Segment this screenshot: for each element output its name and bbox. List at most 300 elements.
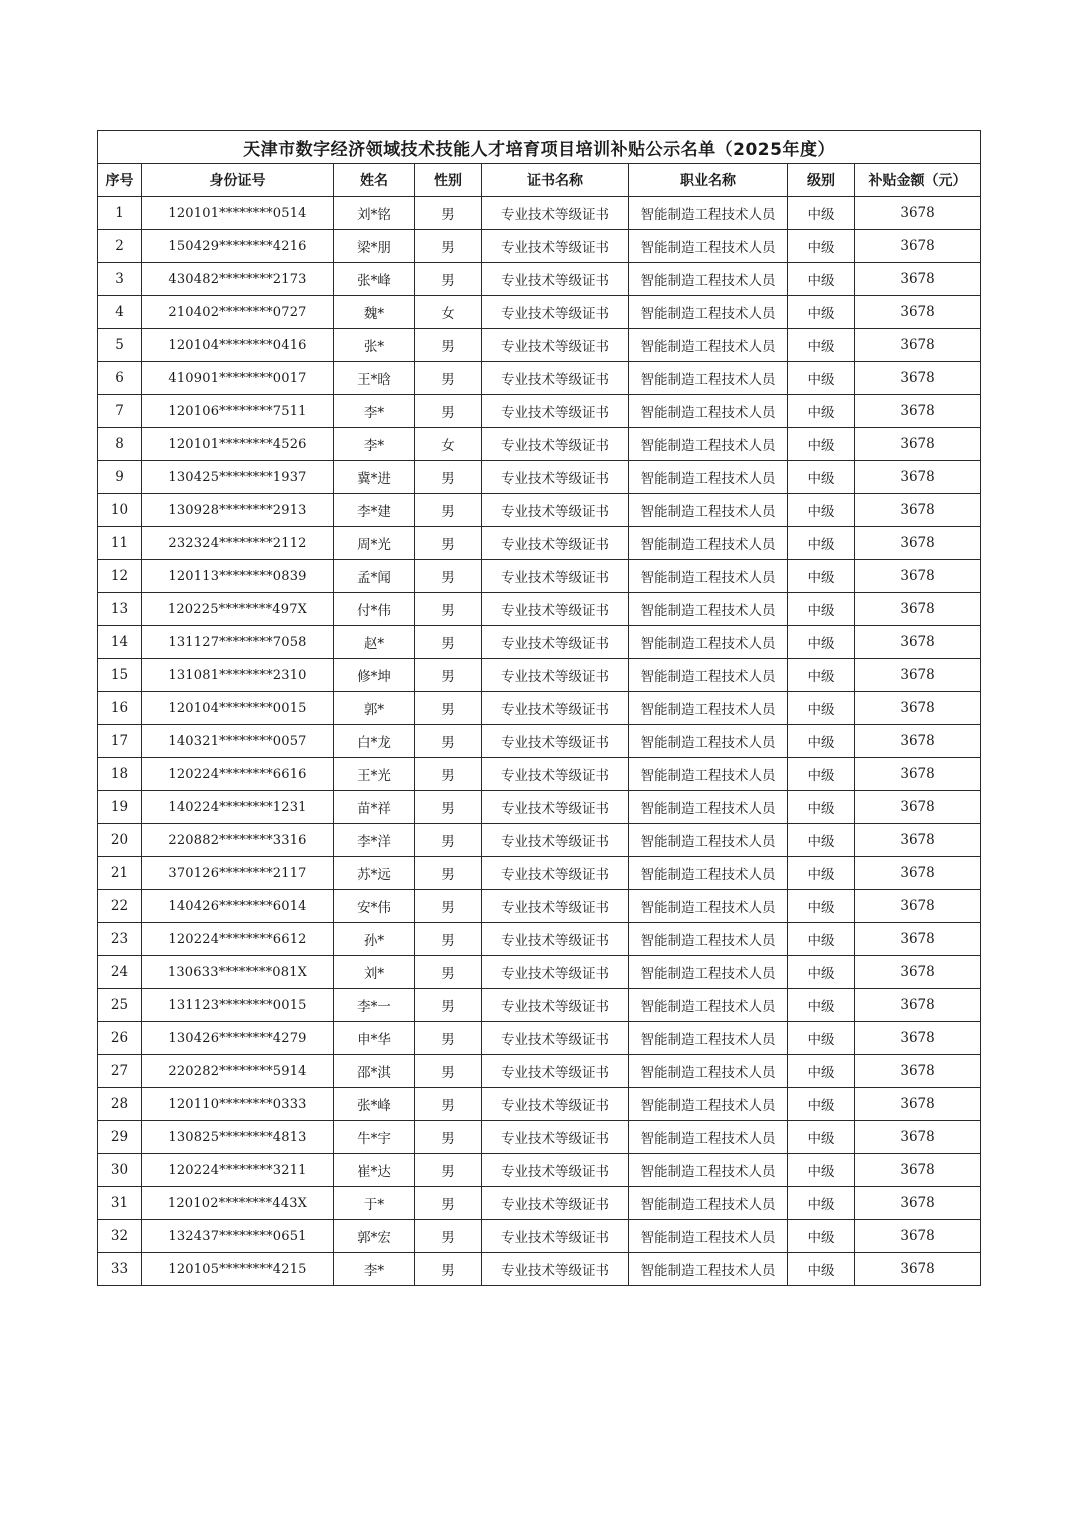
cell-name: 冀*进	[334, 461, 415, 494]
cell-level: 中级	[788, 494, 855, 527]
cell-id-number: 210402********0727	[142, 296, 334, 329]
cell-id-number: 120113********0839	[142, 560, 334, 593]
cell-occupation: 智能制造工程技术人员	[629, 362, 788, 395]
cell-no: 8	[98, 428, 142, 461]
cell-certificate: 专业技术等级证书	[482, 329, 629, 362]
cell-level: 中级	[788, 1220, 855, 1253]
cell-gender: 男	[415, 494, 482, 527]
cell-level: 中级	[788, 758, 855, 791]
cell-amount: 3678	[855, 428, 981, 461]
cell-amount: 3678	[855, 989, 981, 1022]
cell-level: 中级	[788, 230, 855, 263]
cell-name: 于*	[334, 1187, 415, 1220]
cell-occupation: 智能制造工程技术人员	[629, 263, 788, 296]
cell-name: 苏*远	[334, 857, 415, 890]
cell-amount: 3678	[855, 329, 981, 362]
cell-level: 中级	[788, 626, 855, 659]
cell-name: 崔*达	[334, 1154, 415, 1187]
cell-name: 郭*宏	[334, 1220, 415, 1253]
cell-gender: 男	[415, 1154, 482, 1187]
cell-certificate: 专业技术等级证书	[482, 890, 629, 923]
cell-occupation: 智能制造工程技术人员	[629, 791, 788, 824]
cell-gender: 男	[415, 362, 482, 395]
table-row	[98, 626, 981, 659]
cell-gender: 男	[415, 791, 482, 824]
cell-gender: 男	[415, 626, 482, 659]
cell-no: 19	[98, 791, 142, 824]
cell-occupation: 智能制造工程技术人员	[629, 230, 788, 263]
cell-occupation: 智能制造工程技术人员	[629, 1187, 788, 1220]
cell-id-number: 220882********3316	[142, 824, 334, 857]
cell-certificate: 专业技术等级证书	[482, 263, 629, 296]
cell-level: 中级	[788, 725, 855, 758]
cell-occupation: 智能制造工程技术人员	[629, 1121, 788, 1154]
cell-occupation: 智能制造工程技术人员	[629, 296, 788, 329]
cell-id-number: 120104********0015	[142, 692, 334, 725]
cell-id-number: 370126********2117	[142, 857, 334, 890]
table-row	[98, 1154, 981, 1187]
cell-name: 付*伟	[334, 593, 415, 626]
cell-level: 中级	[788, 263, 855, 296]
cell-certificate: 专业技术等级证书	[482, 1220, 629, 1253]
cell-occupation: 智能制造工程技术人员	[629, 824, 788, 857]
cell-id-number: 120102********443X	[142, 1187, 334, 1220]
cell-no: 10	[98, 494, 142, 527]
cell-no: 32	[98, 1220, 142, 1253]
cell-certificate: 专业技术等级证书	[482, 1088, 629, 1121]
cell-amount: 3678	[855, 923, 981, 956]
cell-name: 王*光	[334, 758, 415, 791]
cell-occupation: 智能制造工程技术人员	[629, 626, 788, 659]
cell-amount: 3678	[855, 1220, 981, 1253]
cell-certificate: 专业技术等级证书	[482, 923, 629, 956]
table-row	[98, 890, 981, 923]
table-row	[98, 428, 981, 461]
cell-level: 中级	[788, 362, 855, 395]
header-row	[98, 164, 981, 197]
cell-amount: 3678	[855, 461, 981, 494]
cell-no: 9	[98, 461, 142, 494]
cell-amount: 3678	[855, 890, 981, 923]
table-row	[98, 593, 981, 626]
table-row	[98, 989, 981, 1022]
cell-name: 孙*	[334, 923, 415, 956]
cell-no: 21	[98, 857, 142, 890]
cell-gender: 男	[415, 395, 482, 428]
cell-name: 刘*铭	[334, 197, 415, 230]
cell-no: 1	[98, 197, 142, 230]
cell-amount: 3678	[855, 494, 981, 527]
table-row	[98, 1088, 981, 1121]
cell-no: 22	[98, 890, 142, 923]
cell-name: 李*洋	[334, 824, 415, 857]
cell-name: 郭*	[334, 692, 415, 725]
cell-gender: 男	[415, 857, 482, 890]
cell-occupation: 智能制造工程技术人员	[629, 1154, 788, 1187]
cell-occupation: 智能制造工程技术人员	[629, 692, 788, 725]
cell-occupation: 智能制造工程技术人员	[629, 428, 788, 461]
cell-id-number: 140321********0057	[142, 725, 334, 758]
cell-name: 张*峰	[334, 263, 415, 296]
cell-certificate: 专业技术等级证书	[482, 1055, 629, 1088]
cell-no: 2	[98, 230, 142, 263]
cell-occupation: 智能制造工程技术人员	[629, 857, 788, 890]
cell-id-number: 120224********6612	[142, 923, 334, 956]
cell-name: 白*龙	[334, 725, 415, 758]
header-certificate: 证书名称	[482, 164, 629, 197]
cell-occupation: 智能制造工程技术人员	[629, 395, 788, 428]
cell-no: 5	[98, 329, 142, 362]
cell-no: 12	[98, 560, 142, 593]
cell-gender: 男	[415, 725, 482, 758]
cell-occupation: 智能制造工程技术人员	[629, 923, 788, 956]
subsidy-table	[97, 130, 981, 1286]
cell-occupation: 智能制造工程技术人员	[629, 956, 788, 989]
table-row	[98, 956, 981, 989]
cell-name: 牛*宇	[334, 1121, 415, 1154]
cell-gender: 男	[415, 659, 482, 692]
cell-level: 中级	[788, 593, 855, 626]
cell-level: 中级	[788, 659, 855, 692]
header-occupation: 职业名称	[629, 164, 788, 197]
cell-id-number: 140224********1231	[142, 791, 334, 824]
cell-amount: 3678	[855, 725, 981, 758]
cell-amount: 3678	[855, 560, 981, 593]
cell-amount: 3678	[855, 758, 981, 791]
cell-occupation: 智能制造工程技术人员	[629, 758, 788, 791]
cell-certificate: 专业技术等级证书	[482, 494, 629, 527]
table-row	[98, 329, 981, 362]
table-row	[98, 263, 981, 296]
cell-amount: 3678	[855, 1121, 981, 1154]
cell-certificate: 专业技术等级证书	[482, 725, 629, 758]
cell-gender: 男	[415, 263, 482, 296]
cell-level: 中级	[788, 395, 855, 428]
cell-occupation: 智能制造工程技术人员	[629, 1088, 788, 1121]
table-row	[98, 923, 981, 956]
header-no: 序号	[98, 164, 142, 197]
cell-name: 孟*闻	[334, 560, 415, 593]
cell-amount: 3678	[855, 857, 981, 890]
cell-gender: 男	[415, 1055, 482, 1088]
cell-amount: 3678	[855, 197, 981, 230]
table-row	[98, 560, 981, 593]
cell-id-number: 130425********1937	[142, 461, 334, 494]
cell-level: 中级	[788, 791, 855, 824]
cell-no: 18	[98, 758, 142, 791]
cell-gender: 男	[415, 1220, 482, 1253]
cell-id-number: 132437********0651	[142, 1220, 334, 1253]
cell-gender: 男	[415, 890, 482, 923]
cell-name: 李*	[334, 395, 415, 428]
table-row	[98, 296, 981, 329]
cell-id-number: 131123********0015	[142, 989, 334, 1022]
table-row	[98, 1187, 981, 1220]
cell-id-number: 430482********2173	[142, 263, 334, 296]
cell-id-number: 130633********081X	[142, 956, 334, 989]
cell-certificate: 专业技术等级证书	[482, 758, 629, 791]
cell-amount: 3678	[855, 692, 981, 725]
cell-no: 20	[98, 824, 142, 857]
cell-gender: 男	[415, 230, 482, 263]
cell-no: 26	[98, 1022, 142, 1055]
cell-gender: 男	[415, 593, 482, 626]
cell-id-number: 120105********4215	[142, 1253, 334, 1286]
cell-name: 申*华	[334, 1022, 415, 1055]
cell-amount: 3678	[855, 1154, 981, 1187]
cell-certificate: 专业技术等级证书	[482, 1121, 629, 1154]
cell-level: 中级	[788, 329, 855, 362]
cell-gender: 男	[415, 923, 482, 956]
cell-amount: 3678	[855, 956, 981, 989]
cell-id-number: 131081********2310	[142, 659, 334, 692]
table-row	[98, 791, 981, 824]
cell-id-number: 220282********5914	[142, 1055, 334, 1088]
cell-gender: 男	[415, 1121, 482, 1154]
cell-id-number: 120104********0416	[142, 329, 334, 362]
cell-level: 中级	[788, 923, 855, 956]
cell-level: 中级	[788, 197, 855, 230]
cell-amount: 3678	[855, 1253, 981, 1286]
cell-occupation: 智能制造工程技术人员	[629, 890, 788, 923]
cell-certificate: 专业技术等级证书	[482, 626, 629, 659]
cell-gender: 男	[415, 1022, 482, 1055]
cell-certificate: 专业技术等级证书	[482, 1022, 629, 1055]
table-row	[98, 395, 981, 428]
cell-level: 中级	[788, 1022, 855, 1055]
cell-name: 魏*	[334, 296, 415, 329]
cell-gender: 男	[415, 527, 482, 560]
title-row	[98, 131, 981, 164]
cell-gender: 男	[415, 956, 482, 989]
cell-id-number: 120110********0333	[142, 1088, 334, 1121]
cell-certificate: 专业技术等级证书	[482, 791, 629, 824]
cell-amount: 3678	[855, 362, 981, 395]
cell-level: 中级	[788, 989, 855, 1022]
cell-no: 33	[98, 1253, 142, 1286]
table-row	[98, 197, 981, 230]
table-row	[98, 857, 981, 890]
cell-level: 中级	[788, 1121, 855, 1154]
cell-gender: 男	[415, 1088, 482, 1121]
cell-level: 中级	[788, 956, 855, 989]
cell-occupation: 智能制造工程技术人员	[629, 725, 788, 758]
cell-level: 中级	[788, 824, 855, 857]
cell-no: 24	[98, 956, 142, 989]
cell-amount: 3678	[855, 1022, 981, 1055]
table-row	[98, 1220, 981, 1253]
cell-id-number: 130825********4813	[142, 1121, 334, 1154]
table-row	[98, 1253, 981, 1286]
cell-occupation: 智能制造工程技术人员	[629, 989, 788, 1022]
cell-level: 中级	[788, 692, 855, 725]
document-page	[97, 130, 980, 1286]
cell-id-number: 120224********3211	[142, 1154, 334, 1187]
cell-occupation: 智能制造工程技术人员	[629, 527, 788, 560]
cell-name: 安*伟	[334, 890, 415, 923]
cell-no: 7	[98, 395, 142, 428]
cell-id-number: 410901********0017	[142, 362, 334, 395]
cell-certificate: 专业技术等级证书	[482, 593, 629, 626]
cell-amount: 3678	[855, 230, 981, 263]
cell-certificate: 专业技术等级证书	[482, 857, 629, 890]
cell-gender: 男	[415, 1187, 482, 1220]
cell-amount: 3678	[855, 1187, 981, 1220]
cell-occupation: 智能制造工程技术人员	[629, 1253, 788, 1286]
cell-no: 13	[98, 593, 142, 626]
cell-gender: 男	[415, 560, 482, 593]
cell-id-number: 130928********2913	[142, 494, 334, 527]
table-row	[98, 659, 981, 692]
cell-no: 4	[98, 296, 142, 329]
cell-amount: 3678	[855, 791, 981, 824]
table-row	[98, 230, 981, 263]
cell-gender: 男	[415, 758, 482, 791]
cell-amount: 3678	[855, 1088, 981, 1121]
cell-occupation: 智能制造工程技术人员	[629, 1220, 788, 1253]
cell-certificate: 专业技术等级证书	[482, 692, 629, 725]
table-row	[98, 725, 981, 758]
cell-certificate: 专业技术等级证书	[482, 395, 629, 428]
cell-certificate: 专业技术等级证书	[482, 824, 629, 857]
cell-certificate: 专业技术等级证书	[482, 461, 629, 494]
cell-occupation: 智能制造工程技术人员	[629, 197, 788, 230]
cell-no: 6	[98, 362, 142, 395]
table-row	[98, 494, 981, 527]
cell-amount: 3678	[855, 593, 981, 626]
cell-no: 17	[98, 725, 142, 758]
cell-no: 30	[98, 1154, 142, 1187]
cell-no: 14	[98, 626, 142, 659]
cell-certificate: 专业技术等级证书	[482, 296, 629, 329]
cell-id-number: 232324********2112	[142, 527, 334, 560]
cell-certificate: 专业技术等级证书	[482, 956, 629, 989]
cell-name: 李*	[334, 1253, 415, 1286]
table-row	[98, 824, 981, 857]
cell-id-number: 150429********4216	[142, 230, 334, 263]
table-row	[98, 758, 981, 791]
cell-no: 31	[98, 1187, 142, 1220]
cell-no: 27	[98, 1055, 142, 1088]
cell-gender: 男	[415, 692, 482, 725]
cell-amount: 3678	[855, 395, 981, 428]
cell-gender: 男	[415, 461, 482, 494]
cell-name: 张*	[334, 329, 415, 362]
cell-gender: 男	[415, 197, 482, 230]
table-row	[98, 1055, 981, 1088]
cell-occupation: 智能制造工程技术人员	[629, 494, 788, 527]
cell-amount: 3678	[855, 296, 981, 329]
cell-id-number: 120101********4526	[142, 428, 334, 461]
cell-occupation: 智能制造工程技术人员	[629, 659, 788, 692]
cell-amount: 3678	[855, 659, 981, 692]
cell-level: 中级	[788, 527, 855, 560]
cell-level: 中级	[788, 1253, 855, 1286]
cell-level: 中级	[788, 1088, 855, 1121]
cell-certificate: 专业技术等级证书	[482, 1154, 629, 1187]
cell-occupation: 智能制造工程技术人员	[629, 1022, 788, 1055]
cell-level: 中级	[788, 1187, 855, 1220]
cell-no: 16	[98, 692, 142, 725]
cell-gender: 男	[415, 329, 482, 362]
cell-level: 中级	[788, 461, 855, 494]
cell-amount: 3678	[855, 527, 981, 560]
cell-certificate: 专业技术等级证书	[482, 1253, 629, 1286]
cell-certificate: 专业技术等级证书	[482, 428, 629, 461]
cell-certificate: 专业技术等级证书	[482, 197, 629, 230]
cell-occupation: 智能制造工程技术人员	[629, 593, 788, 626]
cell-amount: 3678	[855, 263, 981, 296]
table-row	[98, 1121, 981, 1154]
cell-name: 赵*	[334, 626, 415, 659]
cell-id-number: 120224********6616	[142, 758, 334, 791]
cell-no: 3	[98, 263, 142, 296]
cell-name: 张*峰	[334, 1088, 415, 1121]
header-level: 级别	[788, 164, 855, 197]
cell-certificate: 专业技术等级证书	[482, 560, 629, 593]
cell-amount: 3678	[855, 626, 981, 659]
cell-gender: 女	[415, 296, 482, 329]
cell-occupation: 智能制造工程技术人员	[629, 461, 788, 494]
cell-certificate: 专业技术等级证书	[482, 989, 629, 1022]
cell-name: 王*晗	[334, 362, 415, 395]
cell-certificate: 专业技术等级证书	[482, 659, 629, 692]
cell-amount: 3678	[855, 1055, 981, 1088]
cell-id-number: 130426********4279	[142, 1022, 334, 1055]
table-row	[98, 692, 981, 725]
cell-level: 中级	[788, 857, 855, 890]
cell-id-number: 120106********7511	[142, 395, 334, 428]
cell-no: 25	[98, 989, 142, 1022]
cell-id-number: 140426********6014	[142, 890, 334, 923]
cell-gender: 男	[415, 824, 482, 857]
cell-occupation: 智能制造工程技术人员	[629, 560, 788, 593]
cell-no: 15	[98, 659, 142, 692]
cell-no: 11	[98, 527, 142, 560]
cell-name: 周*光	[334, 527, 415, 560]
header-amount: 补贴金额（元）	[855, 164, 981, 197]
cell-certificate: 专业技术等级证书	[482, 1187, 629, 1220]
header-name: 姓名	[334, 164, 415, 197]
cell-level: 中级	[788, 428, 855, 461]
cell-certificate: 专业技术等级证书	[482, 230, 629, 263]
cell-name: 刘*	[334, 956, 415, 989]
cell-level: 中级	[788, 560, 855, 593]
cell-name: 修*坤	[334, 659, 415, 692]
cell-gender: 女	[415, 428, 482, 461]
cell-id-number: 120101********0514	[142, 197, 334, 230]
cell-name: 邵*淇	[334, 1055, 415, 1088]
table-body	[98, 197, 981, 1286]
cell-level: 中级	[788, 296, 855, 329]
cell-no: 28	[98, 1088, 142, 1121]
cell-gender: 男	[415, 989, 482, 1022]
cell-occupation: 智能制造工程技术人员	[629, 329, 788, 362]
header-id-number: 身份证号	[142, 164, 334, 197]
cell-certificate: 专业技术等级证书	[482, 362, 629, 395]
cell-name: 李*	[334, 428, 415, 461]
cell-name: 李*一	[334, 989, 415, 1022]
cell-level: 中级	[788, 1154, 855, 1187]
cell-occupation: 智能制造工程技术人员	[629, 1055, 788, 1088]
cell-level: 中级	[788, 1055, 855, 1088]
cell-name: 苗*祥	[334, 791, 415, 824]
table-row	[98, 527, 981, 560]
cell-id-number: 131127********7058	[142, 626, 334, 659]
header-gender: 性别	[415, 164, 482, 197]
cell-id-number: 120225********497X	[142, 593, 334, 626]
table-row	[98, 461, 981, 494]
